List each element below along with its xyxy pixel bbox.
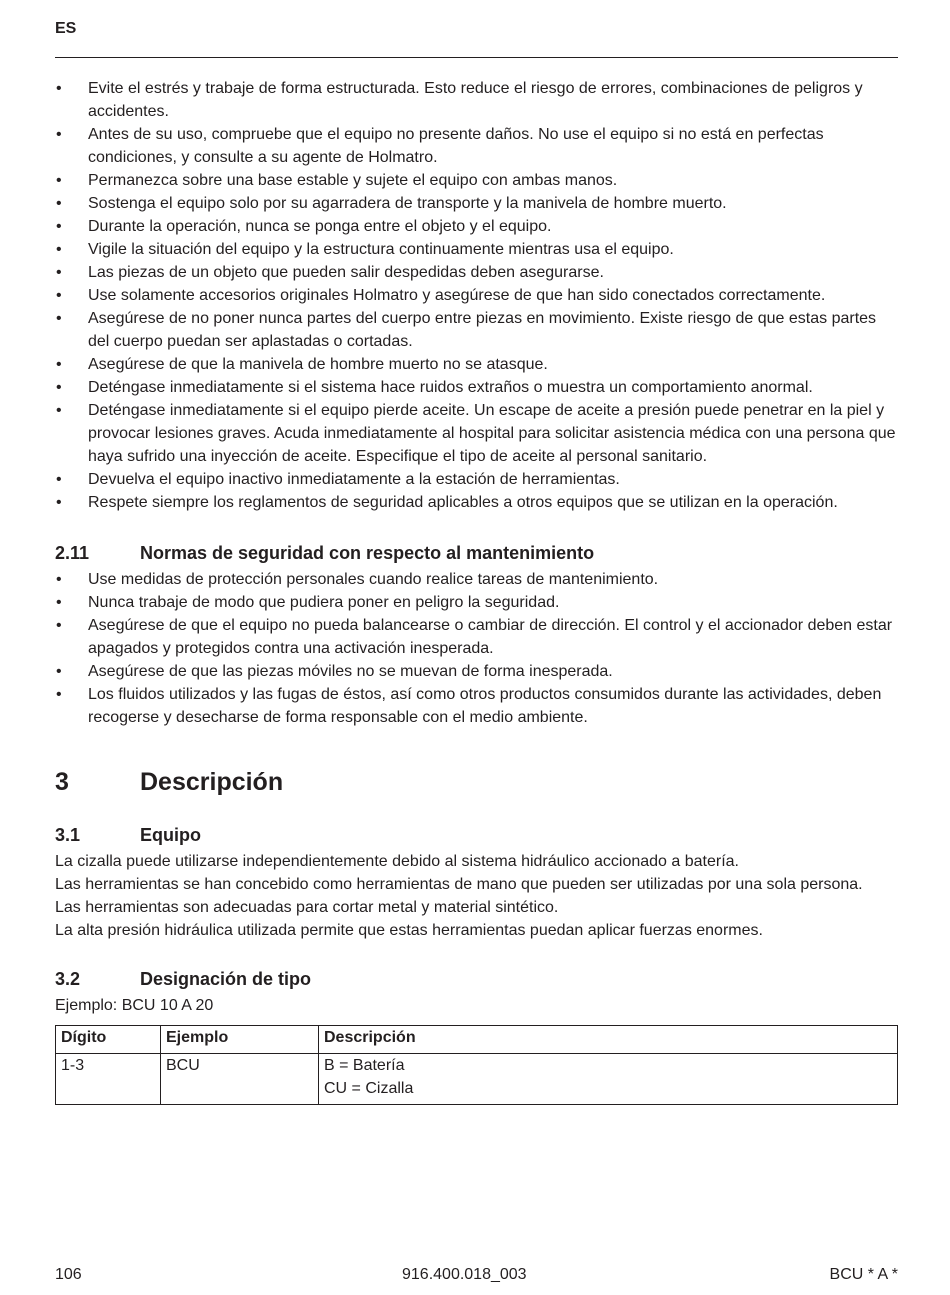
section-3-1-heading <box>55 824 898 847</box>
bullet-marker: • <box>56 264 62 281</box>
bullet-marker: • <box>56 402 62 419</box>
bullet-text: Evite el estrés y trabaje de forma estructurada. Esto reduce el riesgo de errores, combinaciones de peligros y accidentes. <box>88 80 863 120</box>
safety-bullet-item <box>55 376 898 399</box>
safety-bullet-item <box>55 238 898 261</box>
bullet-text: Deténgase inmediatamente si el sistema hace ruidos extraños o muestra un comportamiento anormal. <box>88 379 813 396</box>
bullet-text: Sostenga el equipo solo por su agarradera de transporte y la manivela de hombre muerto. <box>88 195 727 212</box>
section-title: Normas de seguridad con respecto al mantenimiento <box>140 543 595 563</box>
safety-bullet-list <box>55 77 898 514</box>
safety-bullet-item <box>55 192 898 215</box>
safety-bullet-item <box>55 123 898 169</box>
bullet-text: Respete siempre los reglamentos de seguridad aplicables a otros equipos que se utilizan en la operación. <box>88 494 838 511</box>
table-header-row <box>56 1026 898 1054</box>
bullet-text: Asegúrese de que el equipo no pueda balancearse o cambiar de dirección. El control y el accionador deben estar apagados y protegidos contra una activación inesperada. <box>88 617 893 657</box>
bullet-text: Vigile la situación del equipo y la estructura continuamente mientras usa el equipo. <box>88 241 674 258</box>
maintenance-bullet-item <box>55 568 898 591</box>
safety-bullet-item <box>55 77 898 123</box>
bullet-text: Los fluidos utilizados y las fugas de éstos, así como otros productos consumidos durante las actividades, deben recogerse y desecharse de forma responsable con el medio ambiente. <box>88 686 882 726</box>
bullet-text: Las piezas de un objeto que pueden salir despedidas deben asegurarse. <box>88 264 604 281</box>
column-header-example: Ejemplo <box>161 1026 319 1054</box>
chapter-title: Descripción <box>140 768 284 796</box>
body-paragraph: La alta presión hidráulica utilizada permite que estas herramientas puedan aplicar fuerzas enormes. <box>55 922 763 939</box>
bullet-marker: • <box>56 571 62 588</box>
bullet-marker: • <box>56 195 62 212</box>
maintenance-bullet-list <box>55 568 898 729</box>
document-number: 916.400.018_003 <box>402 1266 527 1283</box>
column-header-digit: Dígito <box>56 1026 161 1054</box>
bullet-marker: • <box>56 617 62 634</box>
bullet-marker: • <box>56 172 62 189</box>
section-number: 3.1 <box>55 825 81 845</box>
section-number: 3.2 <box>55 969 81 989</box>
column-header-description: Descripción <box>319 1026 898 1054</box>
safety-bullet-item <box>55 261 898 284</box>
section-3-1-body <box>55 850 898 942</box>
safety-bullet-item <box>55 491 898 514</box>
safety-bullet-item <box>55 468 898 491</box>
bullet-text: Use medidas de protección personales cuando realice tareas de mantenimiento. <box>88 571 659 588</box>
bullet-marker: • <box>56 356 62 373</box>
bullet-text: Asegúrese de que la manivela de hombre muerto no se atasque. <box>88 356 548 373</box>
bullet-text: Antes de su uso, compruebe que el equipo no presente daños. No use el equipo si no está en perfectas condiciones, y consulte a su agente de Holmatro. <box>88 126 824 166</box>
table-row <box>56 1054 898 1105</box>
safety-bullet-item <box>55 307 898 353</box>
bullet-text: Permanezca sobre una base estable y sujete el equipo con ambas manos. <box>88 172 618 189</box>
maintenance-bullet-item <box>55 614 898 660</box>
bullet-marker: • <box>56 218 62 235</box>
bullet-marker: • <box>56 471 62 488</box>
bullet-marker: • <box>56 80 62 97</box>
safety-bullet-item <box>55 284 898 307</box>
bullet-text: Nunca trabaje de modo que pudiera poner en peligro la seguridad. <box>88 594 560 611</box>
safety-bullet-item <box>55 215 898 238</box>
bullet-marker: • <box>56 686 62 703</box>
body-paragraph: Las herramientas se han concebido como herramientas de mano que pueden ser utilizadas por una sola persona. <box>55 876 863 893</box>
section-number: 2.11 <box>55 543 90 563</box>
section-2-11-heading <box>55 542 898 565</box>
cell-digit: 1-3 <box>56 1054 161 1105</box>
description-line: B = Batería <box>324 1057 405 1074</box>
bullet-marker: • <box>56 594 62 611</box>
maintenance-bullet-item <box>55 660 898 683</box>
chapter-number: 3 <box>55 768 69 796</box>
body-paragraph: La cizalla puede utilizarse independientemente debido al sistema hidráulico accionado a batería. <box>55 853 739 870</box>
model-code: BCU * A * <box>829 1266 898 1283</box>
bullet-text: Use solamente accesorios originales Holmatro y asegúrese de que han sido conectados correctamente. <box>88 287 826 304</box>
body-paragraph: Las herramientas son adecuadas para cortar metal y material sintético. <box>55 899 559 916</box>
page-number: 106 <box>55 1266 82 1283</box>
bullet-marker: • <box>56 126 62 143</box>
bullet-text: Asegúrese de que las piezas móviles no se muevan de forma inesperada. <box>88 663 613 680</box>
safety-bullet-item <box>55 169 898 192</box>
maintenance-bullet-item <box>55 591 898 614</box>
bullet-text: Asegúrese de no poner nunca partes del cuerpo entre piezas en movimiento. Existe riesgo de que estas partes del cuerpo puedan ser aplastadas o cortadas. <box>88 310 877 350</box>
type-designation-table <box>55 1025 898 1105</box>
safety-bullet-item <box>55 399 898 468</box>
description-line: CU = Cizalla <box>324 1080 414 1097</box>
bullet-marker: • <box>56 310 62 327</box>
bullet-text: Deténgase inmediatamente si el equipo pierde aceite. Un escape de aceite a presión puede penetrar en la piel y provocar lesiones graves. Acuda inmediatamente al hospital para solicitar asistencia médica con una persona que haya sufrido una inyección de aceite. Especifique el tipo de aceite al personal sanitario. <box>88 402 896 465</box>
bullet-marker: • <box>56 663 62 680</box>
language-label: ES <box>55 20 77 37</box>
bullet-marker: • <box>56 241 62 258</box>
bullet-marker: • <box>56 287 62 304</box>
maintenance-bullet-item <box>55 683 898 729</box>
page-content <box>55 77 898 1105</box>
section-title: Equipo <box>140 825 201 845</box>
cell-example: BCU <box>161 1054 319 1105</box>
safety-bullet-item <box>55 353 898 376</box>
chapter-3-heading <box>55 767 898 797</box>
bullet-marker: • <box>56 494 62 511</box>
header-divider <box>55 57 898 58</box>
section-title: Designación de tipo <box>140 969 312 989</box>
cell-description <box>319 1054 898 1105</box>
bullet-text: Durante la operación, nunca se ponga entre el objeto y el equipo. <box>88 218 552 235</box>
section-3-2-heading <box>55 968 898 991</box>
bullet-marker: • <box>56 379 62 396</box>
type-example: Ejemplo: BCU 10 A 20 <box>55 997 214 1014</box>
bullet-text: Devuelva el equipo inactivo inmediatamente a la estación de herramientas. <box>88 471 620 488</box>
